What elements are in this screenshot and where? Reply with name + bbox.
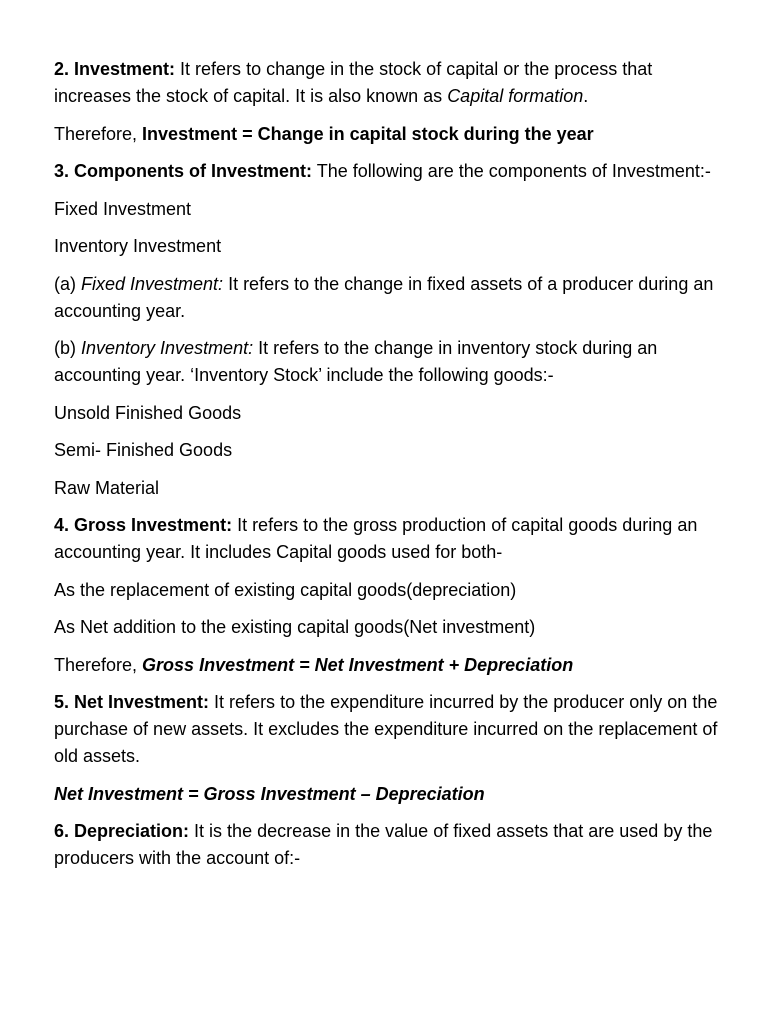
therefore-lead-2: Therefore,: [54, 654, 143, 675]
gross-investment-formula: Gross Investment = Net Investment + Depreciation: [142, 654, 574, 675]
paragraph-investment-formula: [54, 121, 718, 148]
therefore-lead: Therefore,: [54, 123, 143, 144]
gross-investment-definition: It refers to the gross production of capital goods during an accounting year. It includes Capital goods used for both-: [54, 515, 698, 562]
net-investment-definition: It refers to the expenditure incurred by the producer only on the purchase of new assets. It excludes the expenditure incurred on the replacement of old assets.: [54, 692, 718, 766]
list-item-raw-material: Raw Material: [54, 477, 160, 498]
list-item-unsold-finished-goods: Unsold Finished Goods: [54, 402, 242, 423]
heading-depreciation: 6. Depreciation:: [54, 821, 190, 841]
paragraph-components: [54, 158, 718, 185]
inventory-term: Inventory Investment:: [81, 338, 254, 358]
paragraph-gross-investment: [54, 512, 718, 566]
fixed-definition: It refers to the change in fixed assets of a producer during an accounting year.: [54, 273, 714, 321]
inventory-prefix: (b): [54, 338, 81, 358]
investment-period: .: [583, 86, 589, 106]
paragraph-net-formula: [54, 781, 718, 808]
fixed-prefix: (a): [54, 273, 81, 294]
paragraph-gross-formula: [54, 652, 718, 679]
heading-net-investment: 5. Net Investment:: [54, 692, 210, 712]
paragraph-investment: [54, 56, 718, 110]
heading-investment: 2. Investment:: [54, 59, 176, 79]
list-item-net-addition: As Net addition to the existing capital goods(Net investment): [54, 617, 536, 637]
paragraph-net-investment: [54, 689, 718, 770]
list-item-fixed-investment: Fixed Investment: [54, 198, 192, 219]
list-item-replacement: As the replacement of existing capital goods(depreciation): [54, 579, 517, 600]
list-item-inventory-investment: Inventory Investment: [54, 236, 222, 256]
document-body: [54, 56, 718, 883]
list-item-semi-finished-goods: Semi- Finished Goods: [54, 440, 233, 460]
investment-definition: It refers to change in the stock of capital or the process that increases the stock of capital. It is also known as: [54, 59, 653, 106]
net-investment-formula: Net Investment = Gross Investment – Depreciation: [54, 783, 485, 804]
heading-gross-investment: 4. Gross Investment:: [54, 515, 233, 535]
fixed-term: Fixed Investment:: [81, 273, 224, 294]
investment-formula: Investment = Change in capital stock during the year: [142, 123, 594, 144]
depreciation-definition: It is the decrease in the value of fixed assets that are used by the producers with the account of:-: [54, 821, 713, 868]
paragraph-inventory-investment: [54, 335, 718, 389]
paragraph-fixed-investment: [54, 271, 718, 325]
paragraph-depreciation: [54, 818, 718, 872]
inventory-definition: It refers to the change in inventory stock during an accounting year. ‘Inventory Stock’ include the following goods:-: [54, 338, 658, 385]
components-text: The following are the components of Investment:-: [312, 161, 711, 181]
heading-components: 3. Components of Investment:: [54, 161, 313, 181]
capital-formation-term: Capital formation: [447, 86, 584, 106]
